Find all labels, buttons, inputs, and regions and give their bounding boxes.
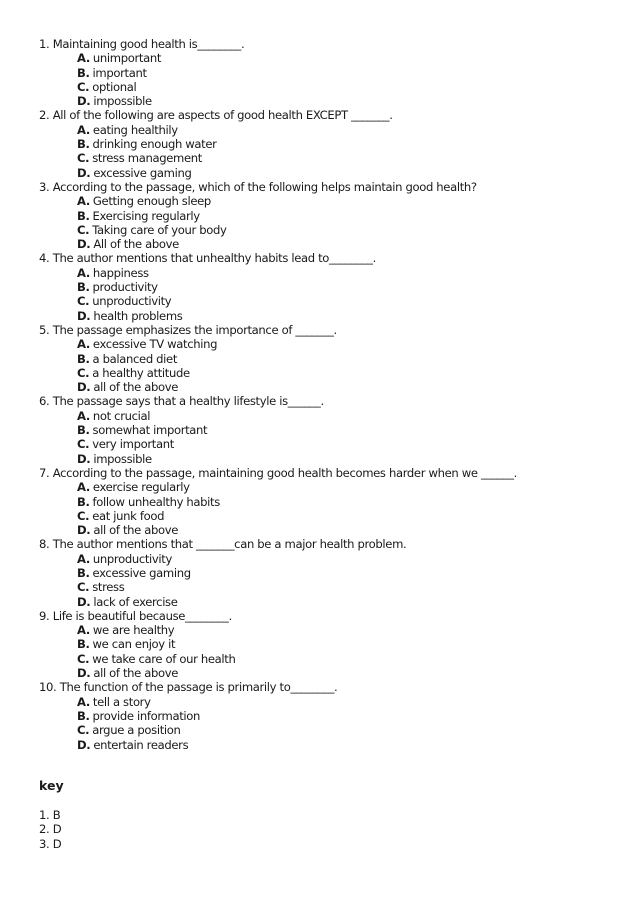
question-text: The passage says that a healthy lifestyle is______.	[52, 394, 324, 409]
option-letter: A.	[77, 265, 90, 280]
option-text: a balanced diet	[92, 351, 178, 366]
answer-key-item: 1. B	[39, 808, 61, 822]
answer-option	[39, 337, 619, 351]
option-letter: D.	[77, 594, 91, 609]
option-text: we take care of our health	[92, 651, 236, 666]
option-letter: B.	[77, 280, 90, 295]
option-text: stress management	[92, 151, 202, 166]
question-number: 2.	[39, 108, 50, 123]
option-text: unimportant	[92, 51, 162, 66]
option-letter: A.	[77, 408, 90, 423]
answer-option	[39, 123, 619, 137]
option-text: eat junk food	[92, 508, 165, 523]
option-text: tell a story	[92, 694, 151, 709]
option-text: excessive TV watching	[92, 337, 218, 352]
answer-option	[39, 309, 619, 323]
option-text: health problems	[93, 308, 183, 323]
question-text: Life is beautiful because________.	[52, 608, 232, 623]
answer-option	[39, 523, 619, 537]
question-text: According to the passage, maintaining good health becomes harder when we ______.	[52, 465, 517, 480]
answer-option	[39, 437, 619, 451]
question-stem	[39, 251, 619, 265]
answer-option	[39, 80, 619, 94]
question-number: 5.	[39, 322, 50, 337]
option-text: all of the above	[93, 666, 179, 681]
option-letter: D.	[77, 94, 91, 109]
option-text: unproductivity	[92, 294, 172, 309]
question-number: 10.	[39, 680, 57, 695]
answer-key-list	[39, 808, 61, 851]
option-letter: A.	[77, 51, 90, 66]
answer-option	[39, 480, 619, 494]
question-text: The author mentions that _______can be a major health problem.	[52, 537, 407, 552]
option-text: optional	[92, 79, 137, 94]
answer-option	[39, 623, 619, 637]
option-letter: C.	[77, 79, 90, 94]
option-letter: C.	[77, 222, 90, 237]
answer-option	[39, 738, 619, 752]
option-text: follow unhealthy habits	[92, 494, 220, 509]
answer-option	[39, 280, 619, 294]
question-stem	[39, 180, 619, 194]
option-letter: C.	[77, 580, 90, 595]
question-list	[39, 37, 619, 752]
answer-option	[39, 637, 619, 651]
option-text: productivity	[92, 280, 158, 295]
question-text: Maintaining good health is________.	[52, 37, 245, 51]
option-letter: B.	[77, 494, 90, 509]
option-letter: A.	[77, 623, 90, 638]
option-letter: D.	[77, 308, 91, 323]
option-letter: A.	[77, 694, 90, 709]
answer-option	[39, 652, 619, 666]
option-letter: D.	[77, 523, 91, 538]
question-text: The function of the passage is primarily to________.	[59, 680, 338, 695]
option-letter: C.	[77, 151, 90, 166]
answer-option	[39, 51, 619, 65]
option-text: not crucial	[92, 408, 151, 423]
option-letter: A.	[77, 194, 90, 209]
option-letter: C.	[77, 437, 90, 452]
option-letter: C.	[77, 723, 90, 738]
question-stem	[39, 323, 619, 337]
option-letter: A.	[77, 122, 90, 137]
answer-key-item: 3. D	[39, 836, 62, 851]
answer-option	[39, 495, 619, 509]
option-text: All of the above	[93, 237, 179, 252]
answer-option	[39, 366, 619, 380]
option-letter: B.	[77, 423, 90, 438]
answer-option	[39, 723, 619, 737]
question-stem	[39, 37, 619, 51]
question-number: 9.	[39, 608, 50, 623]
question-stem	[39, 394, 619, 408]
answer-key-item: 2. D	[39, 822, 62, 837]
option-letter: B.	[77, 351, 90, 366]
option-letter: B.	[77, 65, 90, 80]
answer-option	[39, 66, 619, 80]
option-letter: B.	[77, 565, 90, 580]
answer-option	[39, 380, 619, 394]
option-letter: B.	[77, 137, 90, 152]
answer-option	[39, 595, 619, 609]
option-letter: B.	[77, 637, 90, 652]
answer-option	[39, 94, 619, 108]
question-number: 1.	[39, 37, 50, 51]
option-letter: D.	[77, 451, 91, 466]
question-stem	[39, 680, 619, 694]
option-letter: C.	[77, 651, 90, 666]
option-text: we are healthy	[92, 623, 175, 638]
option-text: excessive gaming	[93, 165, 192, 180]
option-letter: B.	[77, 208, 90, 223]
option-text: a healthy attitude	[92, 365, 190, 380]
answer-option	[39, 237, 619, 251]
answer-key-heading: key	[39, 778, 64, 793]
option-text: very important	[92, 437, 174, 452]
option-text: Exercising regularly	[92, 208, 200, 223]
option-text: drinking enough water	[92, 137, 217, 152]
answer-option	[39, 709, 619, 723]
answer-option	[39, 566, 619, 580]
option-letter: D.	[77, 237, 91, 252]
option-letter: D.	[77, 380, 91, 395]
question-stem	[39, 466, 619, 480]
answer-option	[39, 137, 619, 151]
answer-option	[39, 352, 619, 366]
answer-option	[39, 209, 619, 223]
answer-option	[39, 666, 619, 680]
option-text: all of the above	[93, 523, 179, 538]
option-letter: B.	[77, 708, 90, 723]
question-stem	[39, 609, 619, 623]
option-letter: C.	[77, 294, 90, 309]
answer-option	[39, 166, 619, 180]
option-text: impossible	[93, 451, 152, 466]
option-text: lack of exercise	[93, 594, 178, 609]
question-stem	[39, 537, 619, 551]
option-text: impossible	[93, 94, 152, 109]
option-text: unproductivity	[92, 551, 173, 566]
question-number: 4.	[39, 251, 50, 266]
option-text: happiness	[92, 265, 149, 280]
option-letter: C.	[77, 508, 90, 523]
question-number: 6.	[39, 394, 50, 409]
answer-option	[39, 452, 619, 466]
option-letter: A.	[77, 480, 90, 495]
option-text: Getting enough sleep	[92, 194, 211, 209]
option-letter: A.	[77, 337, 90, 352]
question-number: 3.	[39, 179, 50, 194]
option-text: provide information	[92, 708, 201, 723]
option-letter: D.	[77, 666, 91, 681]
option-text: all of the above	[93, 380, 179, 395]
answer-option	[39, 695, 619, 709]
answer-option	[39, 409, 619, 423]
question-number: 7.	[39, 465, 50, 480]
question-text: According to the passage, which of the following helps maintain good health?	[52, 179, 477, 194]
answer-option	[39, 423, 619, 437]
question-text: The passage emphasizes the importance of _______.	[52, 322, 337, 337]
option-text: excessive gaming	[92, 565, 191, 580]
answer-option	[39, 266, 619, 280]
option-text: stress	[92, 580, 125, 595]
question-text: All of the following are aspects of good health EXCEPT _______.	[52, 108, 393, 123]
option-text: Taking care of your body	[92, 222, 227, 237]
option-text: argue a position	[92, 723, 181, 738]
option-letter: D.	[77, 165, 91, 180]
answer-option	[39, 294, 619, 308]
option-letter: A.	[77, 551, 90, 566]
option-text: important	[92, 65, 147, 80]
answer-option	[39, 509, 619, 523]
option-letter: C.	[77, 365, 90, 380]
answer-option	[39, 552, 619, 566]
answer-option	[39, 223, 619, 237]
option-text: exercise regularly	[92, 480, 190, 495]
answer-option	[39, 580, 619, 594]
question-stem	[39, 108, 619, 122]
answer-option	[39, 151, 619, 165]
answer-option	[39, 194, 619, 208]
option-text: entertain readers	[93, 737, 189, 752]
option-text: we can enjoy it	[92, 637, 176, 652]
option-text: eating healthily	[92, 122, 178, 137]
option-text: somewhat important	[92, 423, 208, 438]
question-number: 8.	[39, 537, 50, 552]
question-text: The author mentions that unhealthy habits lead to________.	[52, 251, 376, 266]
option-letter: D.	[77, 737, 91, 752]
